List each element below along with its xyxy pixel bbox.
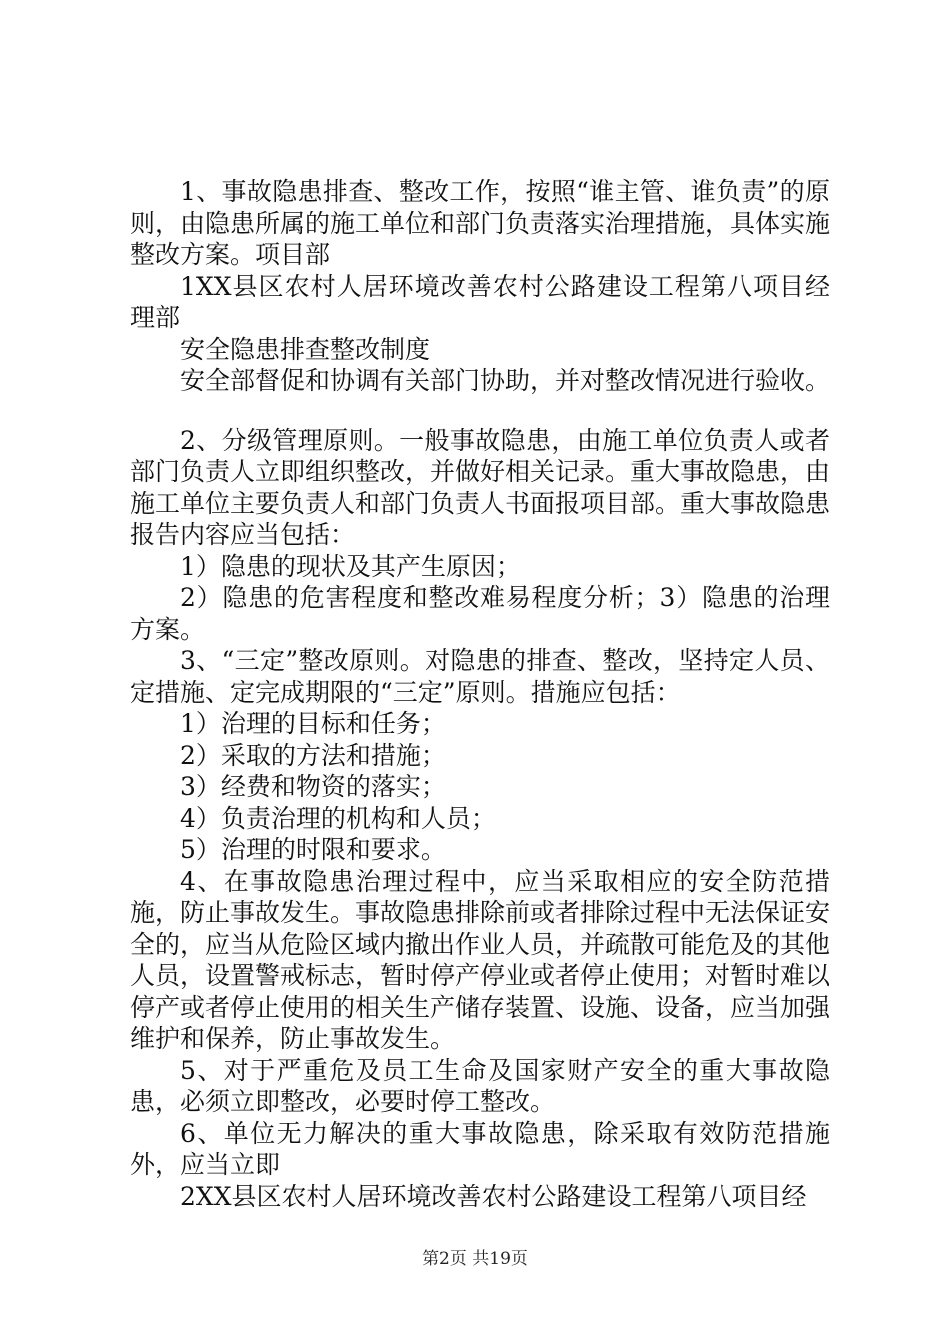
paragraph: 1）治理的目标和任务；: [180, 709, 446, 738]
paragraph: 4、在事故隐患治理过程中，应当采取相应的安全防范措施，防止事故发生。事故隐患排除前或者排除过程中无法保证安全的，应当从危险区域内撤出作业人员，并疏散可能危及的其他人员，设置警戒标志，暂时停产停业或者停止使用；对暂时难以停产或者停止使用的相关生产储存装置、设施、设备，应当加强维护和保养，防止事故发生。: [130, 866, 831, 1053]
paragraph: 5）治理的时限和要求。: [180, 835, 446, 864]
paragraph-gap: [130, 397, 830, 425]
paragraph: 6、单位无力解决的重大事故隐患，除采取有效防范措施外，应当立即: [130, 1118, 830, 1179]
paragraph: 3、“三定”整改原则。对隐患的排查、整改，坚持定人员、定措施、定完成期限的“三定”原则。措施应包括：: [130, 646, 830, 707]
paragraph: 1XX县区农村人居环境改善农村公路建设工程第八项目经理部: [130, 271, 830, 332]
paragraph: 1）隐患的现状及其产生原因；: [180, 551, 521, 581]
paragraph: 2XX县区农村人居环境改善农村公路建设工程第八项目经: [180, 1181, 807, 1211]
paragraph: 2）采取的方法和措施；: [180, 740, 446, 770]
document-body: [130, 176, 830, 1212]
page-footer: 第2页 共19页: [422, 1249, 528, 1269]
paragraph: 2）隐患的危害程度和整改难易程度分析；3）隐患的治理方案。: [130, 583, 830, 644]
paragraph: 5、对于严重危及员工生命及国家财产安全的重大事故隐患，必须立即整改，必要时停工整改。: [130, 1055, 830, 1116]
paragraph: 4）负责治理的机构和人员；: [180, 803, 496, 833]
paragraph: 安全隐患排查整改制度: [180, 334, 431, 364]
paragraph: 安全部督促和协调有关部门协助，并对整改情况进行验收。: [180, 366, 831, 395]
paragraph: 3）经费和物资的落实；: [180, 772, 446, 801]
paragraph: 2、分级管理原则。一般事故隐患，由施工单位负责人或者部门负责人立即组织整改，并做好相关记录。重大事故隐患，由施工单位主要负责人和部门负责人书面报项目部。重大事故隐患报告内容应当包括：: [130, 425, 831, 549]
paragraph: 1、事故隐患排查、整改工作，按照“谁主管、谁负责”的原则，由隐患所属的施工单位和部门负责落实治理措施，具体实施整改方案。项目部: [130, 177, 831, 269]
